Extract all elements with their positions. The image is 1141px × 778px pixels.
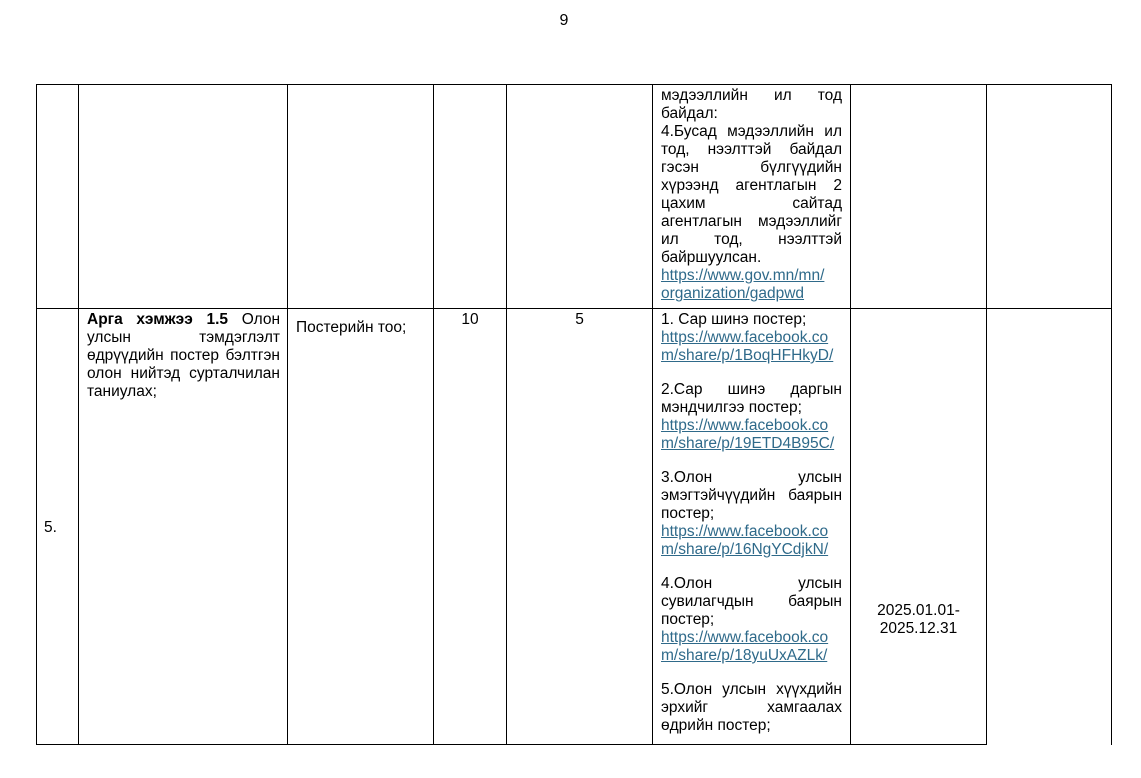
- poster-item-text: 1. Сар шинэ постер;: [661, 311, 807, 328]
- facebook-link[interactable]: https://www.facebook.co m/share/p/1BoqHFHkyD/: [661, 329, 834, 364]
- facebook-link[interactable]: https://www.facebook.co m/share/p/16NgYCdjkN/: [661, 523, 829, 558]
- actual-value: 5: [575, 311, 584, 328]
- evidence-cell: [661, 311, 842, 744]
- prev-row-evidence: [661, 87, 842, 303]
- facebook-link[interactable]: https://www.facebook.co m/share/p/18yuUxAZLk/: [661, 629, 829, 664]
- poster-item-text: 4.Олон улсын сувилагчдын баярын постер;: [661, 575, 842, 628]
- activity-text: Олон улсын тэмдэглэлт өдрүүдийн постер бэлтгэн олон нийтэд сурталчилан таниулах;: [87, 311, 280, 400]
- poster-item-text: 3.Олон улсын эмэгтэйчүүдийн баярын постер;: [661, 469, 842, 522]
- poster-item-text: 2.Сар шинэ даргын мэндчилгээ постер;: [661, 381, 842, 416]
- activity-cell: [87, 311, 280, 401]
- gov-link[interactable]: https://www.gov.mn/mn/ organization/gadpwd: [661, 267, 825, 302]
- poster-item-text: 5.Олон улсын хүүхдийн эрхийг хамгаалах өдрийн постер;: [661, 681, 842, 734]
- page-number: 9: [559, 12, 569, 29]
- row-number: 5.: [44, 519, 57, 536]
- facebook-link[interactable]: https://www.facebook.co m/share/p/19ETD4B95C/: [661, 417, 835, 452]
- evidence-text: мэдээллийн ил тод байдал:: [661, 87, 842, 122]
- period-end: 2025.12.31: [879, 620, 958, 637]
- indicator-cell: Постерийн тоо;: [296, 319, 407, 336]
- activity-title: Арга хэмжээ 1.5: [87, 311, 229, 328]
- target-value: 10: [461, 311, 479, 328]
- evidence-text: 4.Бусад мэдээллийн ил тод, нээлттэй байдал гэсэн бүлгүүдийн хүрээнд агентлагын 2 цахим сайтад агентлагын мэдээллийг ил тод, нээлттэй байршуулсан.: [661, 123, 842, 266]
- period-cell: [851, 602, 986, 638]
- period-start: 2025.01.01-: [877, 602, 960, 619]
